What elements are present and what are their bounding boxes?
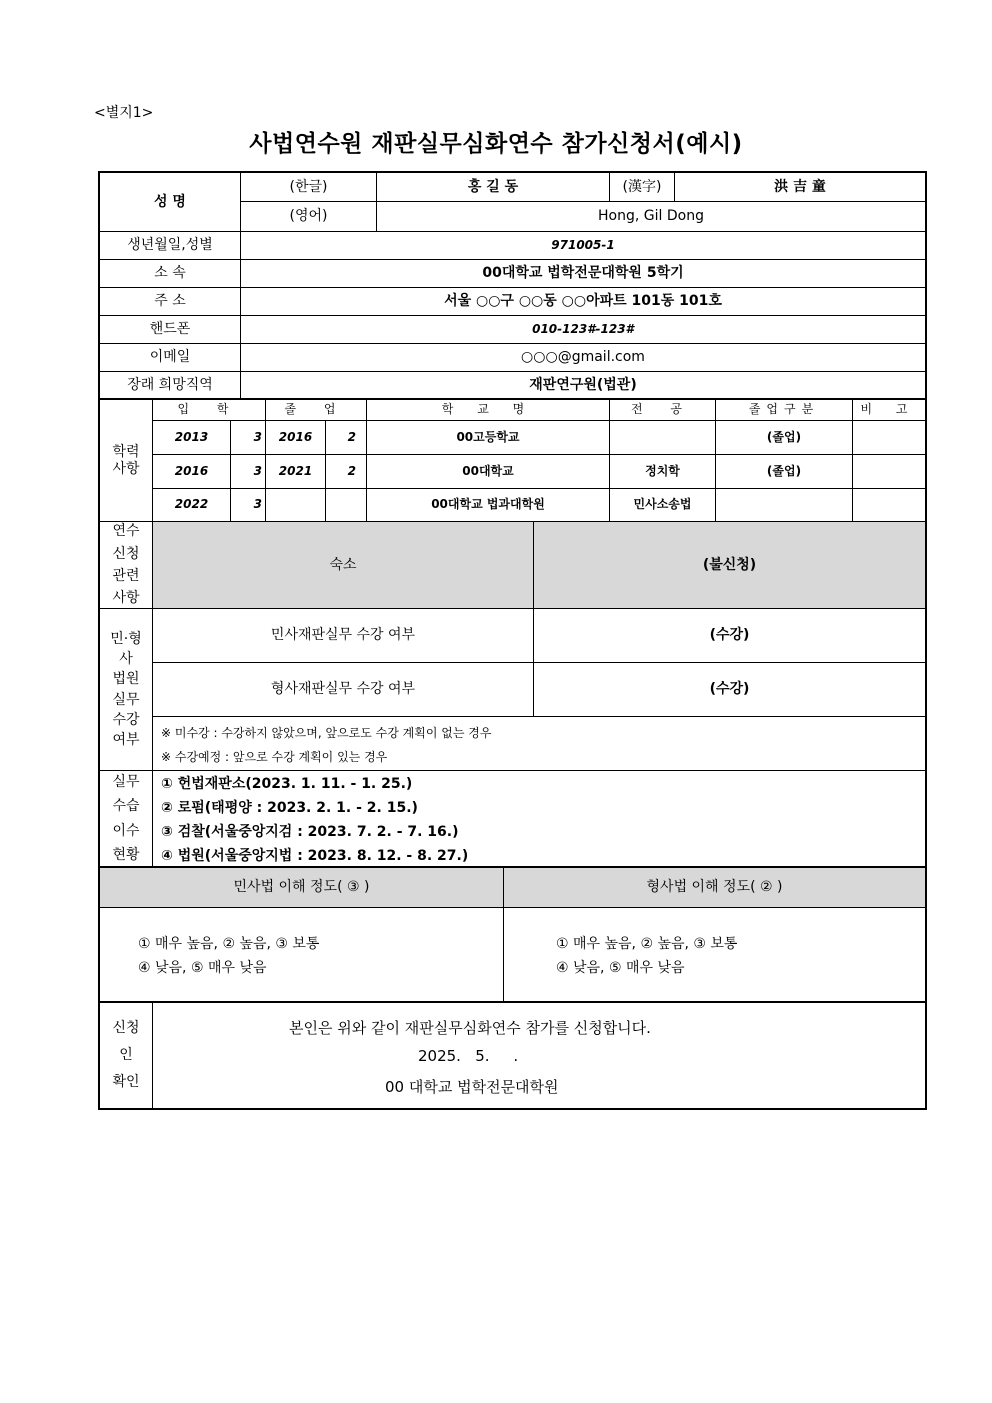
scale-line-2: ④ 낮음, ⑤ 매우 낮음 — [556, 960, 685, 976]
criminal-understanding-header[interactable]: 형사법 이해 정도( ② ) — [504, 868, 927, 908]
practice-item: ② 로펌(태평양 : 2023. 2. 1. - 2. 15.) — [161, 800, 418, 816]
edu-major[interactable]: 정치학 — [610, 455, 716, 489]
confirm-label: 신청 인 확인 — [98, 1003, 153, 1110]
criminal-course-label: 형사재판실무 수강 여부 — [153, 663, 534, 717]
courses-label: 민·형 사 법원 실무 수강 여부 — [98, 609, 153, 771]
criminal-understanding-scale — [504, 908, 927, 1003]
hangul-name-value[interactable]: 홍 길 동 — [377, 171, 610, 202]
confirm-school: 00 대학교 법학전문대학원 — [385, 1078, 559, 1096]
edu-grad-year[interactable]: 2021 — [266, 455, 326, 489]
edu-school[interactable]: 00대학교 법과대학원 — [367, 489, 610, 522]
edu-adm-month[interactable]: 3 — [231, 455, 266, 489]
lodging-value[interactable]: (불신청) — [534, 522, 927, 609]
address-value[interactable]: 서울 ○○구 ○○동 ○○아파트 101동 101호 — [241, 288, 927, 316]
edu-note[interactable] — [853, 489, 927, 522]
birth-label: 생년월일,성별 — [98, 232, 241, 260]
phone-value[interactable]: 010-123#-123# — [241, 316, 927, 344]
header-admission: 입 학 — [153, 400, 266, 421]
hangul-label: (한글) — [241, 171, 377, 202]
edu-note[interactable] — [853, 421, 927, 455]
practice-label: 실무 수습 이수 현황 — [98, 771, 153, 868]
edu-adm-month[interactable]: 3 — [231, 421, 266, 455]
edu-school[interactable]: 00대학교 — [367, 455, 610, 489]
edu-grad-month[interactable]: 2 — [326, 455, 367, 489]
education-label: 학력 사항 — [98, 400, 153, 522]
civil-understanding-scale — [98, 908, 504, 1003]
edu-grad-year[interactable] — [266, 489, 326, 522]
phone-label: 핸드폰 — [98, 316, 241, 344]
scale-line-2: ④ 낮음, ⑤ 매우 낮음 — [138, 960, 267, 976]
course-notes — [153, 717, 927, 771]
practice-item: ③ 검찰(서울중앙지검 : 2023. 7. 2. - 7. 16.) — [161, 824, 459, 840]
edu-adm-year[interactable]: 2013 — [153, 421, 231, 455]
civil-course-value[interactable]: (수강) — [534, 609, 927, 663]
edu-grad-type[interactable] — [716, 489, 853, 522]
scale-line-1: ① 매우 높음, ② 높음, ③ 보통 — [556, 936, 738, 952]
email-label: 이메일 — [98, 344, 241, 372]
application-label: 연수 신청 관련 사항 — [98, 522, 153, 609]
course-note-2: ※ 수강예정 : 앞으로 수강 계획이 있는 경우 — [161, 749, 388, 764]
edu-adm-year[interactable]: 2022 — [153, 489, 231, 522]
name-label: 성 명 — [98, 171, 241, 232]
annex-label: <별지1> — [94, 105, 154, 121]
address-label: 주 소 — [98, 288, 241, 316]
edu-grad-month[interactable] — [326, 489, 367, 522]
lodging-label: 숙소 — [153, 522, 534, 609]
affiliation-label: 소 속 — [98, 260, 241, 288]
criminal-course-value[interactable]: (수강) — [534, 663, 927, 717]
course-note-1: ※ 미수강 : 수강하지 않았으며, 앞으로도 수강 계획이 없는 경우 — [161, 725, 492, 740]
edu-adm-month[interactable]: 3 — [231, 489, 266, 522]
edu-major[interactable] — [610, 421, 716, 455]
edu-major[interactable]: 민사소송법 — [610, 489, 716, 522]
header-graduation: 졸 업 — [266, 400, 367, 421]
edu-school[interactable]: 00고등학교 — [367, 421, 610, 455]
civil-understanding-header[interactable]: 민사법 이해 정도( ③ ) — [98, 868, 504, 908]
confirm-box — [153, 1003, 927, 1110]
english-label: (영어) — [241, 202, 377, 232]
form-title: 사법연수원 재판실무심화연수 참가신청서(예시) — [249, 131, 743, 157]
header-school: 학 교 명 — [367, 400, 610, 421]
practice-list — [153, 771, 927, 868]
confirm-statement: 본인은 위와 같이 재판실무심화연수 참가를 신청합니다. — [289, 1019, 651, 1037]
affiliation-value[interactable]: 00대학교 법학전문대학원 5학기 — [241, 260, 927, 288]
hanja-name-value[interactable]: 洪 吉 童 — [675, 171, 927, 202]
scale-line-1: ① 매우 높음, ② 높음, ③ 보통 — [138, 936, 320, 952]
career-value[interactable]: 재판연구원(법관) — [241, 372, 927, 400]
civil-course-label: 민사재판실무 수강 여부 — [153, 609, 534, 663]
edu-grad-year[interactable]: 2016 — [266, 421, 326, 455]
career-label: 장래 희망직역 — [98, 372, 241, 400]
practice-item: ① 헌법재판소(2023. 1. 11. - 1. 25.) — [161, 776, 413, 792]
email-value[interactable]: ○○○@gmail.com — [241, 344, 927, 372]
practice-item: ④ 법원(서울중앙지법 : 2023. 8. 12. - 8. 27.) — [161, 848, 469, 864]
edu-grad-type[interactable]: (졸업) — [716, 421, 853, 455]
edu-grad-month[interactable]: 2 — [326, 421, 367, 455]
english-name-value[interactable]: Hong, Gil Dong — [377, 202, 927, 232]
header-grad-type: 졸업구분 — [716, 400, 853, 421]
header-note: 비 고 — [853, 400, 927, 421]
birth-value[interactable]: 971005-1 — [241, 232, 927, 260]
header-major: 전 공 — [610, 400, 716, 421]
edu-adm-year[interactable]: 2016 — [153, 455, 231, 489]
edu-note[interactable] — [853, 455, 927, 489]
edu-grad-type[interactable]: (졸업) — [716, 455, 853, 489]
hanja-label: (漢字) — [610, 171, 675, 202]
confirm-date[interactable]: 2025. 5. . — [418, 1047, 519, 1065]
